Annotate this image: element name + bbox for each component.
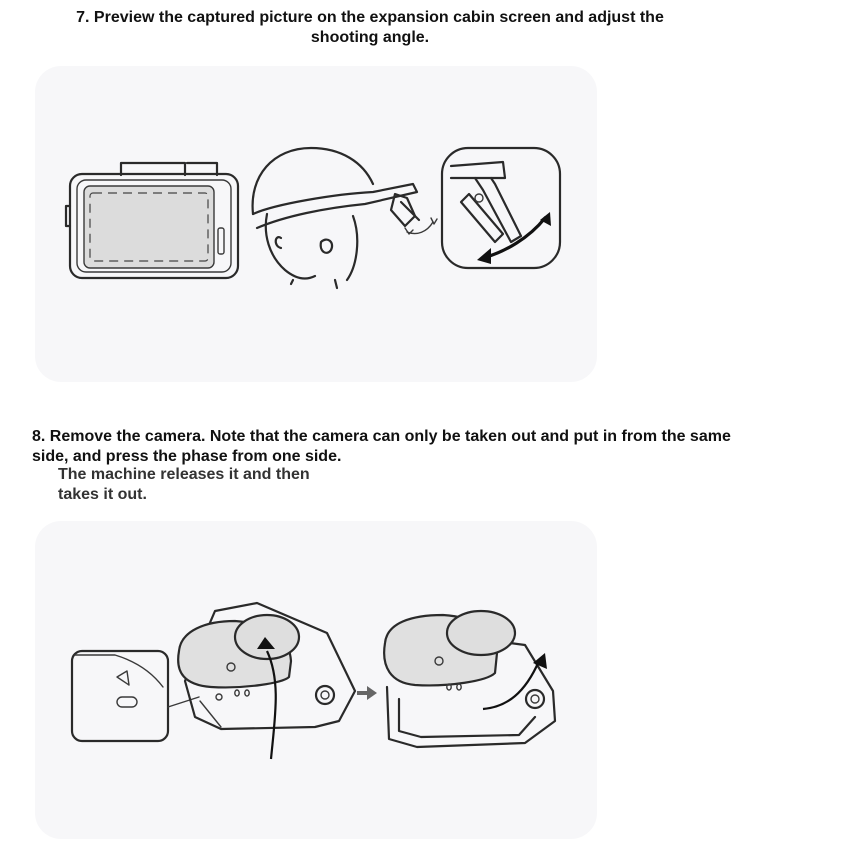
arrow-right-icon xyxy=(357,686,377,700)
rotation-detail-illustration xyxy=(442,148,560,268)
cap-mounted-camera-illustration xyxy=(253,148,437,288)
step-8-title-line-2: side, and press the phase from one side. xyxy=(32,448,342,465)
step-7-title-line-1: 7. Preview the captured picture on the expansion cabin screen and adjust the xyxy=(76,9,664,26)
step-7-title-line-2: shooting angle. xyxy=(310,29,430,46)
camera-removed-illustration xyxy=(384,611,555,747)
step-8-subtitle xyxy=(58,465,310,505)
step-8-subtitle-line-2: takes it out. xyxy=(58,486,147,503)
step-8-title-line-1: 8. Remove the camera. Note that the camera can only be taken out and put in from the same xyxy=(32,428,731,445)
step-7-illustration-panel xyxy=(35,66,597,382)
step-8-subtitle-line-1: The machine releases it and then xyxy=(58,466,310,483)
step-8-title xyxy=(32,427,822,467)
camera-lift-out-illustration xyxy=(178,603,355,759)
device-screen-illustration xyxy=(66,163,238,278)
step-7-title xyxy=(30,8,710,48)
step-8-illustration-panel xyxy=(35,521,597,839)
